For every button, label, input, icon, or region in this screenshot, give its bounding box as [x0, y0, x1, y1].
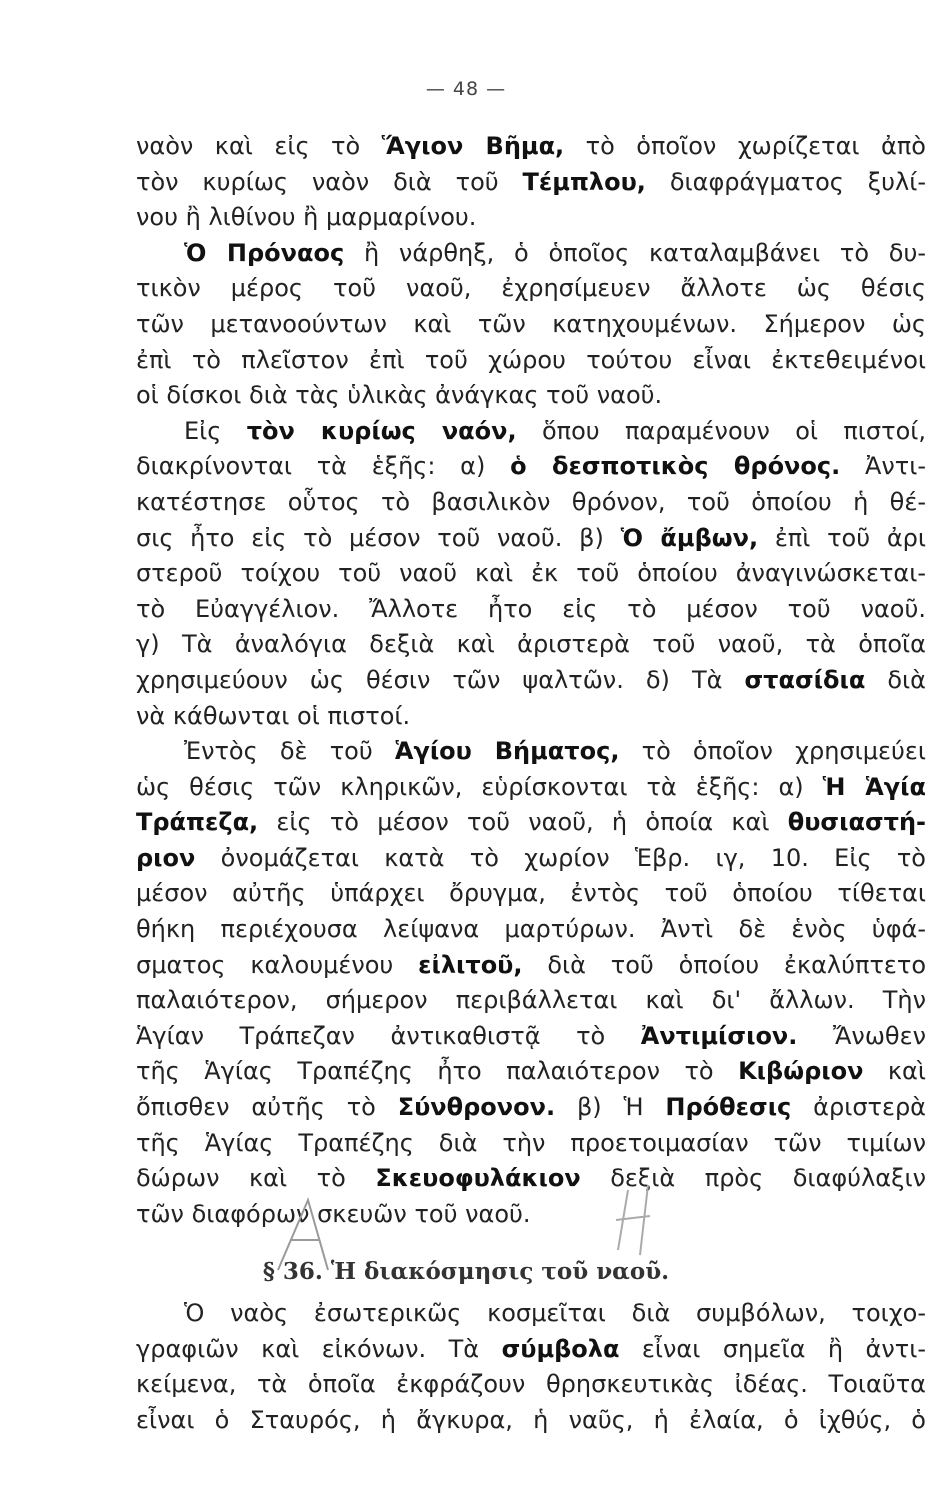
- text-segment: τὸν κυρίως ναὸν διὰ τοῦ: [136, 167, 523, 196]
- text-segment: κατέστησε οὗτος τὸ βασιλικὸν θρόνον, τοῦ ὁποίου ἡ θέ-: [136, 487, 926, 516]
- text-segment: καὶ: [863, 1057, 926, 1086]
- bold-term: Ἁγίου Βήματος,: [394, 737, 620, 766]
- text-line: [136, 1161, 926, 1197]
- bold-term: Ὁ Πρόναος: [184, 238, 345, 267]
- bold-term: Ὁ ἄμβων,: [620, 523, 759, 552]
- bold-term: εἰλιτοῦ,: [418, 950, 523, 979]
- text-segment: ὡς θέσις τῶν κληρικῶν, εὑρίσκονται τὰ ἑξῆς: α): [136, 772, 823, 801]
- text-line: [136, 449, 926, 485]
- text-segment: εἶναι ὁ Σταυρός, ἡ ἄγκυρα, ἡ ναῦς, ἡ ἐλαία, ὁ ἰχθύς, ὁ: [136, 1405, 926, 1434]
- text-line: [136, 1332, 926, 1368]
- text-segment: οἱ δίσκοι διὰ τὰς ὑλικὰς ἀνάγκας τοῦ ναοῦ.: [136, 381, 663, 410]
- text-segment: τῆς Ἁγίας Τραπέζης διὰ τὴν προετοιμασίαν τῶν τιμίων: [136, 1128, 926, 1157]
- bold-term: Τέμπλου,: [522, 167, 646, 196]
- text-line: [136, 1197, 926, 1233]
- text-line: [136, 663, 926, 699]
- text-segment: ἐπὶ τὸ πλεῖστον ἐπὶ τοῦ χώρου τούτου εἶναι ἐκτεθειμένοι: [136, 345, 926, 374]
- text-segment: εἶναι σημεῖα ἢ ἀντι-: [619, 1334, 926, 1363]
- text-line: [136, 948, 926, 984]
- text-line: [136, 556, 926, 592]
- text-segment: Ἀντι-: [840, 452, 926, 481]
- text-segment: σματος καλουμένου: [136, 950, 419, 979]
- bold-term: Ἅγιον Βῆμα,: [381, 132, 565, 160]
- bold-term: Ἀντιμίσιον.: [640, 1021, 798, 1050]
- text-segment: νου ἢ λιθίνου ἢ μαρμαρίνου.: [136, 203, 477, 232]
- text-segment: μέσον αὐτῆς ὑπάρχει ὄρυγμα, ἐντὸς τοῦ ὁποίου τίθεται: [136, 879, 926, 908]
- text-segment: ὅπου παραμένουν οἱ πιστοί,: [516, 416, 926, 445]
- text-segment: ὄπισθεν αὐτῆς τὸ: [136, 1093, 398, 1122]
- text-line: [136, 414, 926, 450]
- text-segment: τὸ ὁποῖον χρησιμεύει: [619, 737, 926, 766]
- text-segment: τῶν διαφόρων σκευῶν τοῦ ναοῦ.: [136, 1199, 531, 1228]
- text-segment: τὸ ὁποῖον χωρίζεται ἀπὸ: [564, 132, 926, 160]
- text-segment: διακρίνονται τὰ ἑξῆς: α): [136, 452, 511, 481]
- text-segment: Ἁγίαν Τράπεζαν ἀντικαθιστᾷ τὸ: [136, 1021, 641, 1050]
- text-segment: διὰ: [865, 665, 926, 694]
- bold-term: Τράπεζα,: [136, 808, 259, 837]
- bold-term: σύμβολα: [501, 1334, 620, 1363]
- text-segment: τῆς Ἁγίας Τραπέζης ἦτο παλαιότερον τὸ: [136, 1057, 739, 1086]
- text-segment: τὸ Εὐαγγέλιον. Ἄλλοτε ἦτο εἰς τὸ μέσον τοῦ ναοῦ.: [136, 594, 926, 623]
- section-heading: § 36. Ἡ διακόσμησις τοῦ ναοῦ.: [262, 1258, 670, 1285]
- bold-term: Κιβώριον: [738, 1057, 864, 1086]
- text-line: [136, 271, 926, 307]
- bold-term: ὁ δεσποτικὸς θρόνος.: [510, 452, 841, 481]
- text-line: [136, 1403, 926, 1439]
- text-segment: χρησιμεύουν ὡς θέσιν τῶν ψαλτῶν. δ) Τὰ: [136, 665, 745, 694]
- bold-term: Σύνθρονον.: [397, 1093, 556, 1122]
- text-line: [136, 592, 926, 628]
- text-line: [136, 1367, 926, 1403]
- text-segment: γ) Τὰ ἀναλόγια δεξιὰ καὶ ἀριστερὰ τοῦ ναοῦ, τὰ ὁποῖα: [136, 630, 926, 659]
- text-segment: Εἰς: [184, 416, 247, 445]
- text-segment: τῶν μετανοούντων καὶ τῶν κατηχουμένων. Σήμερον ὡς: [136, 309, 926, 338]
- text-segment: θήκη περιέχουσα λείψανα μαρτύρων. Ἀντὶ δὲ ἑνὸς ὑφά-: [136, 915, 926, 944]
- bold-term: Ἡ Ἁγία: [822, 772, 926, 801]
- bold-term: ριον: [136, 843, 196, 872]
- text-segment: εἰς τὸ μέσον τοῦ ναοῦ, ἡ ὁποία καὶ: [258, 808, 788, 837]
- text-segment: νὰ κάθωνται οἱ πιστοί.: [136, 701, 411, 730]
- text-segment: β) Ἡ: [555, 1093, 666, 1122]
- text-segment: διαφράγματος ξυλί-: [645, 167, 926, 196]
- text-line: [136, 165, 926, 201]
- text-line: [136, 912, 926, 948]
- text-line: [136, 200, 926, 236]
- text-line: [136, 521, 926, 557]
- text-line: [136, 378, 926, 414]
- text-line: [136, 983, 926, 1019]
- text-line: [136, 1019, 926, 1055]
- bold-term: Σκευοφυλάκιον: [375, 1164, 581, 1193]
- text-segment: ἀριστερὰ: [791, 1093, 926, 1122]
- text-segment: διὰ τοῦ ὁποίου ἐκαλύπτετο: [522, 950, 926, 979]
- text-segment: ναὸν καὶ εἰς τὸ: [136, 132, 382, 160]
- text-line: [136, 485, 926, 521]
- text-line: [136, 343, 926, 379]
- text-segment: ἐπὶ τοῦ ἀρι: [758, 523, 926, 552]
- text-line: [136, 805, 926, 841]
- text-line: [136, 699, 926, 735]
- text-line: [136, 129, 926, 165]
- text-line: [136, 876, 926, 912]
- text-segment: ἢ νάρθηξ, ὁ ὁποῖος καταλαμβάνει τὸ δυ-: [344, 238, 926, 267]
- text-segment: Ἐντὸς δὲ τοῦ: [184, 737, 395, 766]
- text-line: [136, 734, 926, 770]
- text-line: [136, 307, 926, 343]
- text-segment: κείμενα, τὰ ὁποῖα ἐκφράζουν θρησκευτικὰς ἰδέας. Τοιαῦτα: [136, 1370, 926, 1399]
- text-line: [136, 1054, 926, 1090]
- text-segment: γραφιῶν καὶ εἰκόνων. Τὰ: [136, 1334, 502, 1363]
- text-segment: παλαιότερον, σήμερον περιβάλλεται καὶ δι' ἄλλων. Τὴν: [136, 986, 926, 1015]
- bold-term: θυσιαστή-: [787, 808, 926, 837]
- text-line: [136, 1090, 926, 1126]
- text-segment: Ἄνωθεν: [797, 1021, 926, 1050]
- text-segment: δεξιὰ πρὸς διαφύλαξιν: [580, 1164, 926, 1193]
- text-line: [136, 627, 926, 663]
- text-line: [136, 1126, 926, 1162]
- text-line: [136, 236, 926, 272]
- text-line: [136, 1296, 926, 1332]
- page-number: — 48 —: [425, 78, 507, 100]
- text-line: [136, 770, 926, 806]
- bold-term: Πρόθεσις: [665, 1093, 792, 1122]
- text-segment: σις ἦτο εἰς τὸ μέσον τοῦ ναοῦ. β): [136, 523, 621, 552]
- text-segment: στεροῦ τοίχου τοῦ ναοῦ καὶ ἐκ τοῦ ὁποίου ἀναγινώσκεται-: [136, 559, 926, 588]
- body-text: [136, 129, 926, 1232]
- text-segment: ὀνομάζεται κατὰ τὸ χωρίον Ἑβρ. ιγ, 10. Εἰς τὸ: [195, 843, 926, 872]
- text-segment: τικὸν μέρος τοῦ ναοῦ, ἐχρησίμευεν ἄλλοτε ὡς θέσις: [136, 274, 926, 303]
- bold-term: τὸν κυρίως ναόν,: [246, 416, 517, 445]
- text-segment: Ὁ ναὸς ἐσωτερικῶς κοσμεῖται διὰ συμβόλων, τοιχο-: [184, 1299, 926, 1327]
- bold-term: στασίδια: [744, 665, 866, 694]
- section-text: [136, 1296, 926, 1438]
- text-line: [136, 841, 926, 877]
- text-segment: δώρων καὶ τὸ: [136, 1164, 376, 1193]
